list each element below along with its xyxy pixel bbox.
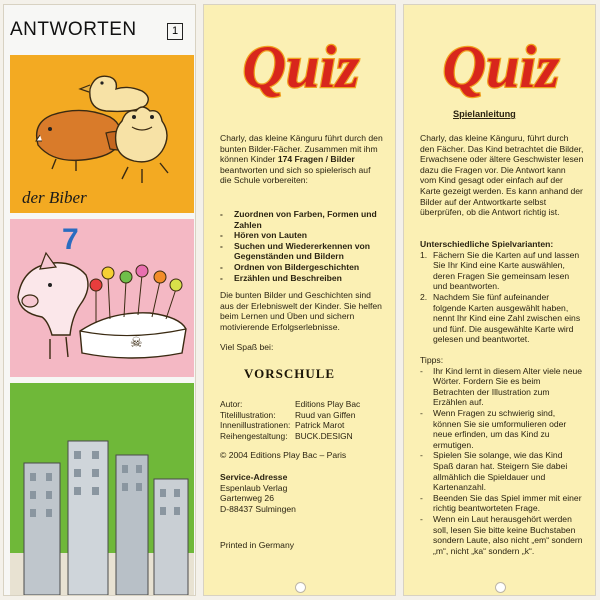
service-address bbox=[220, 472, 384, 514]
address-line: Espenlaub Verlag bbox=[220, 482, 288, 493]
variants-title: Unterschiedliche Spielvarianten: bbox=[420, 239, 554, 249]
variant-item: 1. Fächern Sie die Karten auf und lassen Sie Ihr Kind eine Karte auswählen, deren Fragen Sie gemeinsam lesen und beantworten. bbox=[420, 249, 580, 292]
skill-item: - Erzählen und Beschreiben bbox=[220, 273, 384, 284]
instructions-heading: Spielanleitung bbox=[453, 109, 516, 119]
beaver-illustration bbox=[10, 55, 194, 213]
address-line: Gartenweg 26 bbox=[220, 493, 274, 504]
printed-note: Printed in Germany bbox=[220, 540, 295, 550]
digit-seven: 7 bbox=[62, 223, 79, 256]
skill-item: - Hören von Lauten bbox=[220, 230, 384, 241]
answers-title: ANTWORTEN bbox=[10, 19, 137, 40]
intro-text: Charly, das kleine Känguru führt durch den bunten Bilder-Fächer. Zusammen mit ihm können Kinder bbox=[220, 133, 383, 165]
beaver-caption: der Biber bbox=[22, 188, 87, 207]
fun-text: Viel Spaß bei: bbox=[220, 342, 274, 352]
credits-block bbox=[220, 399, 388, 441]
svg-text:Quiz: Quiz bbox=[242, 34, 360, 100]
intro-paragraph bbox=[220, 133, 384, 186]
tips-title: Tipps: bbox=[420, 355, 444, 365]
quiz-logo bbox=[224, 25, 379, 105]
svg-text:Quiz: Quiz bbox=[442, 34, 560, 100]
skill-item: - Ordnen von Bildergeschichten bbox=[220, 262, 384, 273]
question-count: 174 Fragen / Bilder bbox=[277, 154, 355, 165]
address-line: D-88437 Sulmingen bbox=[220, 503, 296, 514]
instructions-intro: Charly, das kleine Känguru, führt durch den Fächer. Das Kind betrachtet die Bilder, Erwachsene oder ältere Geschwister lesen dazu die Fragen vor. Die Antwort kann vom Kind gesagt oder einfach auf der Karte gezeigt werden. Es kann anhand der Bilder auf der Antwortkarte selbst überprüfen, ob die Antwort richtig ist. bbox=[420, 133, 584, 218]
product-title: VORSCHULE bbox=[244, 366, 336, 381]
card-number-box: 1 bbox=[167, 23, 183, 40]
skill-item: - Zuordnen von Farben, Formen und Zahlen bbox=[220, 209, 384, 230]
credit-row: Reihengestaltung: BUCK.DESIGN bbox=[220, 430, 353, 441]
tip-item: - Ihr Kind lernt in diesem Alter viele neue Wörter. Fordern Sie es beim Betrachten der Illustration zum Erzählen auf. bbox=[420, 365, 583, 408]
credit-row: Autor: Editions Play Bac bbox=[220, 399, 361, 409]
intro-rest-text: beantworten und sich so spielerisch auf die Schule vorbereiten: bbox=[220, 164, 371, 186]
variants-section bbox=[420, 239, 584, 345]
tips-section bbox=[420, 355, 584, 556]
punch-hole bbox=[495, 582, 506, 593]
skill-item: - Suchen und Wiedererkennen von Gegenständen und Bildern bbox=[220, 241, 384, 262]
tip-item: - Wenn Fragen zu schwierig sind, können Sie sie umformulieren oder neue erfinden, um das Kind zu ermutigen. bbox=[420, 407, 567, 450]
buildings-illustration bbox=[10, 383, 194, 595]
service-title: Service-Adresse bbox=[220, 472, 288, 482]
skills-list bbox=[220, 209, 384, 283]
tip-item: - Spielen Sie solange, wie das Kind Spaß daran hat. Steigern Sie dabei allmählich die Spieldauer und Kartenanzahl. bbox=[420, 450, 568, 493]
answer-card bbox=[3, 4, 196, 596]
tip-item: - Wenn ein Laut herausgehört werden soll, lesen Sie bitte keine Buchstaben sondern Laute, also nicht „em“ sondern „m“, nicht „ka“ sondern „k“. bbox=[420, 513, 583, 556]
quiz-logo bbox=[424, 25, 579, 105]
credit-row: Innenillustrationen: Patrick Marot bbox=[220, 420, 345, 431]
variant-item: 2. Nachdem Sie fünf aufeinander folgende Karten ausgewählt haben, nennt Ihr Kind eine Zahl zwischen eins und fünf. Die ausgewählte Karte wird gelesen und beantwortet. bbox=[420, 291, 581, 345]
punch-hole bbox=[295, 582, 306, 593]
quiz-info-card bbox=[203, 4, 396, 596]
svg-text:☠: ☠ bbox=[130, 334, 143, 350]
benefits-paragraph: Die bunten Bilder und Geschichten sind aus der Erlebniswelt der Kinder. Sie helfen beim Lernen und Üben und sichern motivierende Erfolgserlebnisse. bbox=[220, 290, 382, 332]
credit-row: Titelillustration: Ruud van Giffen bbox=[220, 409, 356, 420]
copyright: © 2004 Editions Play Bac – Paris bbox=[220, 450, 347, 460]
pig-cake-illustration bbox=[10, 219, 194, 377]
instructions-card bbox=[403, 4, 596, 596]
tip-item: - Beenden Sie das Spiel immer mit einer richtig beantworteten Frage. bbox=[420, 492, 582, 514]
